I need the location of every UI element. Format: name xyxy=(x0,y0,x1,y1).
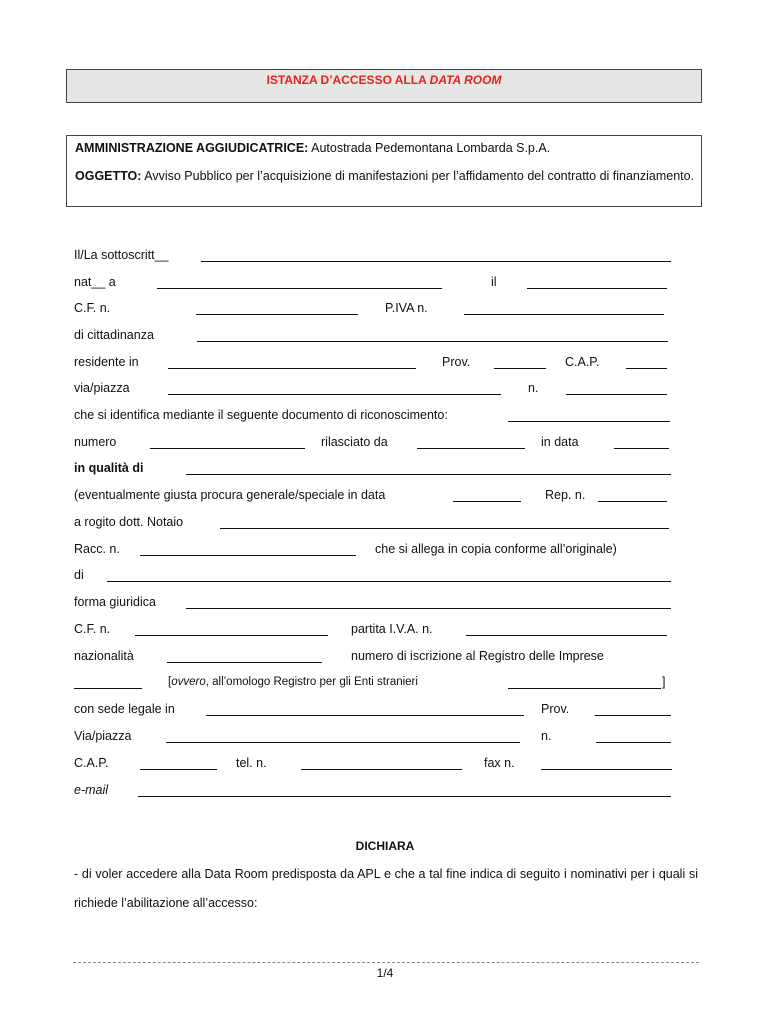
label-via: via/piazza xyxy=(74,381,130,395)
label-numero: numero xyxy=(74,435,117,449)
field-via-sede[interactable] xyxy=(166,742,520,743)
ovvero-rest: , all’omologo Registro per gli Enti stranieri xyxy=(205,676,418,688)
field-cap[interactable] xyxy=(626,368,667,369)
label-via2: Via/piazza xyxy=(74,729,132,743)
label-fax: fax n. xyxy=(484,756,515,770)
label-forma-giuridica: forma giuridica xyxy=(74,595,156,609)
field-prov[interactable] xyxy=(494,368,546,369)
field-via[interactable] xyxy=(168,394,501,395)
label-in-data: in data xyxy=(541,435,579,449)
field-email[interactable] xyxy=(138,796,671,797)
field-documento[interactable] xyxy=(508,421,670,422)
bracket-open: [ xyxy=(168,676,172,688)
label-documento: che si identifica mediante il seguente documento di riconoscimento: xyxy=(74,408,448,422)
label-piva: P.IVA n. xyxy=(385,301,428,315)
label-cf: C.F. n. xyxy=(74,301,111,315)
label-n2: n. xyxy=(541,729,552,743)
field-nazionalita[interactable] xyxy=(167,662,322,663)
label-ovvero xyxy=(168,675,418,689)
title-prefix: ISTANZA D’ACCESSO ALLA xyxy=(266,73,430,87)
field-cf-societa[interactable] xyxy=(135,635,328,636)
field-racc[interactable] xyxy=(140,555,356,556)
field-cap-sede[interactable] xyxy=(140,769,217,770)
field-forma-giuridica[interactable] xyxy=(186,608,671,609)
label-prov: Prov. xyxy=(442,355,471,369)
document-title xyxy=(66,69,702,103)
field-civico-sede[interactable] xyxy=(596,742,671,743)
field-societa[interactable] xyxy=(107,581,671,582)
label-cf2: C.F. n. xyxy=(74,622,111,636)
oggetto-label: OGGETTO: xyxy=(75,169,142,183)
field-notaio[interactable] xyxy=(220,528,669,529)
label-rogito: a rogito dott. Notaio xyxy=(74,515,184,529)
label-nato: nat__ a xyxy=(74,275,116,289)
label-tel: tel. n. xyxy=(236,756,267,770)
field-piva[interactable] xyxy=(464,314,664,315)
label-racc: Racc. n. xyxy=(74,542,120,556)
label-residente: residente in xyxy=(74,355,139,369)
field-sottoscritto[interactable] xyxy=(201,261,671,262)
label-cap: C.A.P. xyxy=(565,355,600,369)
field-data-nascita[interactable] xyxy=(527,288,667,289)
label-cittadinanza: di cittadinanza xyxy=(74,328,154,342)
field-fax[interactable] xyxy=(541,769,672,770)
label-il: il xyxy=(491,275,497,289)
field-data-rilascio[interactable] xyxy=(614,448,669,449)
field-cittadinanza[interactable] xyxy=(197,341,668,342)
field-rep[interactable] xyxy=(598,501,667,502)
bracket-close: ] xyxy=(662,675,666,689)
field-cf[interactable] xyxy=(196,314,358,315)
label-allega: che si allega in copia conforme all’originale) xyxy=(375,542,617,556)
label-cap2: C.A.P. xyxy=(74,756,109,770)
label-di: di xyxy=(74,568,84,582)
field-rilasciato-da[interactable] xyxy=(417,448,525,449)
field-iscrizione[interactable] xyxy=(74,688,142,689)
label-sede: con sede legale in xyxy=(74,702,175,716)
field-data-procura[interactable] xyxy=(453,501,521,502)
label-sottoscritto: Il/La sottoscritt__ xyxy=(74,248,169,262)
page-number: 1/4 xyxy=(376,966,394,980)
field-luogo-nascita[interactable] xyxy=(157,288,442,289)
title-italic: DATA ROOM xyxy=(429,73,502,87)
field-civico[interactable] xyxy=(566,394,667,395)
subject-box xyxy=(66,135,702,207)
field-tel[interactable] xyxy=(301,769,462,770)
oggetto-value: Avviso Pubblico per l’acquisizione di manifestazioni per l’affidamento del contratto di finanziamento. xyxy=(144,169,695,183)
field-partita-iva[interactable] xyxy=(466,635,667,636)
field-numero-documento[interactable] xyxy=(150,448,305,449)
ovvero-italic: ovvero xyxy=(171,676,206,688)
label-rep: Rep. n. xyxy=(545,488,586,502)
field-sede-legale[interactable] xyxy=(206,715,524,716)
admin-value: Autostrada Pedemontana Lombarda S.p.A. xyxy=(311,141,551,155)
label-n: n. xyxy=(528,381,539,395)
label-procura: (eventualmente giusta procura generale/speciale in data xyxy=(74,488,386,502)
dichiara-text: - di voler accedere alla Data Room predisposta da APL e che a tal fine indica di seguito i nominativi per i quali si richiede l’abilitazione all’accesso: xyxy=(74,867,698,910)
label-email: e-mail xyxy=(74,783,109,797)
footer-divider xyxy=(73,962,699,963)
field-qualita[interactable] xyxy=(186,474,671,475)
field-residenza[interactable] xyxy=(168,368,416,369)
label-prov2: Prov. xyxy=(541,702,570,716)
dichiara-heading: DICHIARA xyxy=(355,839,415,853)
label-rilasciato: rilasciato da xyxy=(321,435,388,449)
label-partita-iva: partita I.V.A. n. xyxy=(351,622,433,636)
field-prov-sede[interactable] xyxy=(595,715,671,716)
field-registro-estero[interactable] xyxy=(508,688,661,689)
admin-label: AMMINISTRAZIONE AGGIUDICATRICE: xyxy=(75,141,309,155)
label-nazionalita: nazionalità xyxy=(74,649,134,663)
label-iscrizione: numero di iscrizione al Registro delle Imprese xyxy=(351,649,604,663)
label-qualita: in qualità di xyxy=(74,461,144,475)
